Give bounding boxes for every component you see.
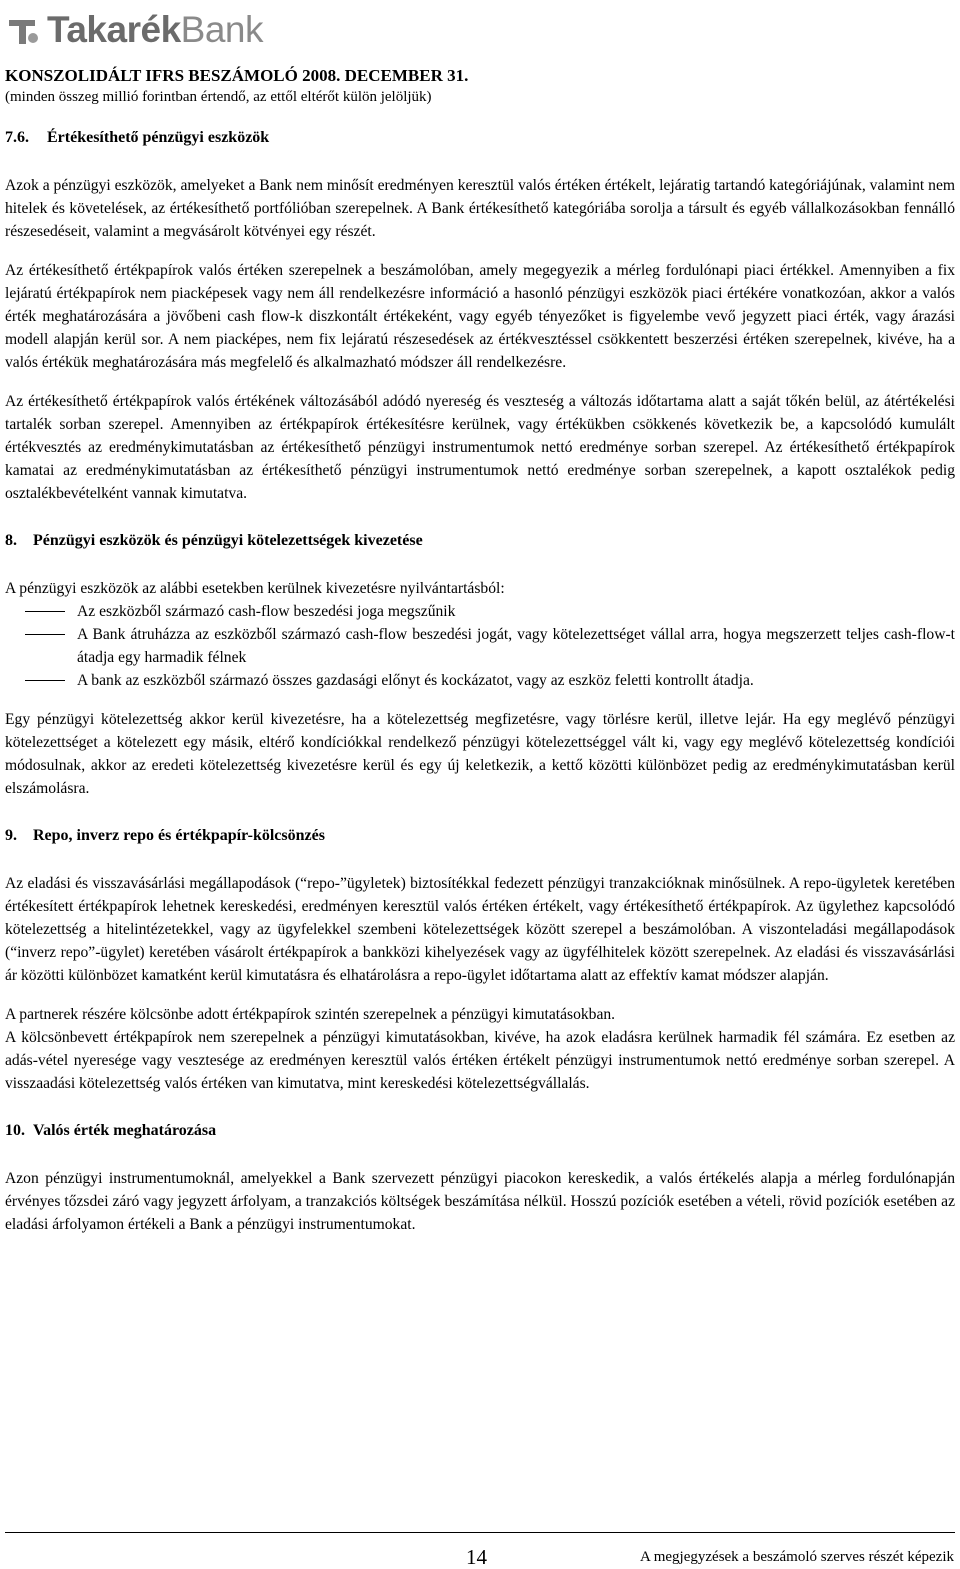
paragraph: Azok a pénzügyi eszközök, amelyeket a Bank nem minősít eredményen keresztül valós értéken értékelt, lejáratig tartandó kategóriájúnak, valamint nem hitelek és követelések, az értékesíthető portfólióban szerepelnek. A Bank értékesíthető kategóriába sorolja a társult és egyéb vállalkozásokban fennálló részesedéseit, valamint a megvásárolt kötvényei egy részét. <box>5 177 955 240</box>
logo-mark-icon <box>5 12 41 48</box>
paragraph: A kölcsönbevett értékpapírok nem szerepelnek a pénzügyi kimutatásokban, kivéve, ha azok eladásra kerülnek harmadik fél számára. Ez esetben az adás-vétel nyeresége vagy vesztesége az eredményen keresztül valós értéken értékelt pénzügyi instrumentumok nettó eredménye sorban szerepel. A visszaadási kötelezettség valós értéken van kimutatva, mint kereskedési kötelezettségvállalás. <box>5 1029 955 1092</box>
list-item-text: Az eszközből származó cash-flow beszedési joga megszűnik <box>77 603 456 620</box>
paragraph: Az értékesíthető értékpapírok valós értéken szerepelnek a beszámolóban, amely megegyezik a mérleg fordulónapi piaci értékkel. Amennyiben a fix lejáratú értékpapírok nem piacképesek vagy nem áll rendelkezésre információ a hasonló pénzügyi eszközök piaci értékére vonatkozóan, akkor a valós érték meghatározására a jövőbeni cash flow-k diszkontált értékeként, vagy egyéb tényezőket is figyelembe vevő jegyzett piaci érték, vagy árazási modell alapján kerül sor. A nem piacképes, nem fix lejáratú részesedések az értékvesztéssel csökkentett beszerzési értéken szerepelnek, kivéve, ha a valós értékük meghatározására más megfelelő és alkalmazható módszer áll rendelkezésre. <box>5 262 955 371</box>
section-heading-7-6 <box>5 126 955 149</box>
paragraph: A pénzügyi eszközök az alábbi esetekben kerülnek kivezetésre nyilvántartásból: <box>5 580 505 597</box>
bullet-list <box>5 600 955 692</box>
section-title: Valós érték meghatározása <box>33 1122 217 1139</box>
list-item <box>5 669 955 692</box>
paragraph: Egy pénzügyi kötelezettség akkor kerül kivezetésre, ha a kötelezettség megfizetésre, vagy törlésre kerül, illetve lejár. Ha egy meglévő pénzügyi kötelezettséget a kötelezett egy másik, eltérő kondíciókkal rendelkező pénzügyi kötelezettséggel vált ki, vagy egy meglévő kötelezettség kondíciói módosulnak, akkor az eredeti kötelezettség kivezetésre kerül és egy új keletkezik, a kettő közötti különbözet pedig az eredménykimutatásban kerül elszámolásra. <box>5 711 955 797</box>
logo-wordmark: TakarékBank <box>47 9 263 50</box>
section-number: 10. <box>5 1122 25 1139</box>
bank-logo <box>5 10 263 50</box>
paragraph: Az eladási és visszavásárlási megállapodások (“repo-”ügyletek) biztosítékkal fedezett pénzügyi tranzakcióknak minősülnek. A repo-ügyletek keretében értékesített értékpapírok lehetnek kereskedési, eredményen keresztül valós értéken értékelt, vagy értékesíthető értékpapírok. Az ügylethez kapcsolódó kötelezettség a hitelintézetekkel, vagy az ügyfelekkel szembeni kötelezettségek között szerepel a beszámolóban. A viszonteladási megállapodások (“inverz repo”-ügylet) keretében vásárolt értékpapírok a bankközi kihelyezések vagy az ügyfélhitelek között szerepelnek. Az eladási és visszavásárlási ár közötti különbözet kamatként kerül kimutatásra és elhatárolásra a repo-ügylet időtartama alatt az effektív kamat módszer alapján. <box>5 875 955 984</box>
section-number: 7.6. <box>5 129 29 146</box>
section-number: 9. <box>5 827 17 844</box>
list-item-text: A Bank átruházza az eszközből származó cash-flow beszedési jogát, vagy kötelezettséget vállal arra, hogya megszerzett teljes cash-flow-t átadja egy harmadik félnek <box>77 626 955 666</box>
paragraph: Az értékesíthető értékpapírok valós értékének változásából adódó nyereség és veszteség a változás időtartama alatt a saját tőkén belül, az átértékelési tartalék sorban szerepel. Amennyiben az értékpapírok értékesítésre kerülnek, vagy értékükben csökkenés következik be, a kapcsolódó kumulált értékvesztés az eredménykimutatásban az értékesíthető pénzügyi instrumentumok nettó eredménye sorban szerepel. Az értékesíthető értékpapírok kamatai az eredménykimutatásban az értékesíthető pénzügyi instrumentumok nettó eredménye sorban szerepelnek, a kapott osztalékok pedig osztalékbevételként vannak kimutatva. <box>5 393 955 502</box>
footer-divider <box>5 1532 955 1533</box>
list-item <box>5 600 955 623</box>
section-title: Értékesíthető pénzügyi eszközök <box>47 129 270 146</box>
dash-bullet-icon <box>25 634 65 635</box>
dash-bullet-icon <box>25 611 65 612</box>
section-number: 8. <box>5 532 17 549</box>
report-title: KONSZOLIDÁLT IFRS BESZÁMOLÓ 2008. DECEMBER 31. <box>5 66 469 85</box>
dash-bullet-icon <box>25 680 65 681</box>
section-heading-8 <box>5 529 955 552</box>
list-item <box>5 623 955 669</box>
footer-note: A megjegyzések a beszámoló szerves részét képezik <box>639 1549 954 1565</box>
section-heading-9 <box>5 824 955 847</box>
paragraph: Azon pénzügyi instrumentumoknál, amelyekkel a Bank szervezett pénzügyi piacokon kereskedik, a valós értékelés alapja a mérleg fordulónapján érvényes tőzsdei záró vagy jegyzett árfolyam, a tranzakciós költségek beszámítása nélkül. Hosszú pozíciók esetében a vételi, rövid pozíciók esetében az eladási árfolyamon értékeli a Bank a pénzügyi instrumentumokat. <box>5 1170 955 1233</box>
section-title: Repo, inverz repo és értékpapír-kölcsönzés <box>33 827 325 844</box>
report-subtitle: (minden összeg millió forintban értendő, az ettől eltérőt külön jelöljük) <box>5 89 432 105</box>
page-number: 14 <box>466 1545 487 1569</box>
page-footer <box>0 1532 960 1569</box>
section-title: Pénzügyi eszközök és pénzügyi kötelezettségek kivezetése <box>33 532 423 549</box>
document-body <box>5 126 955 1252</box>
list-item-text: A bank az eszközből származó összes gazdasági előnyt és kockázatot, vagy az eszköz feletti kontrollt átadja. <box>77 672 754 689</box>
section-heading-10 <box>5 1119 955 1142</box>
paragraph: A partnerek részére kölcsönbe adott értékpapírok szintén szerepelnek a pénzügyi kimutatásokban. <box>5 1006 616 1023</box>
